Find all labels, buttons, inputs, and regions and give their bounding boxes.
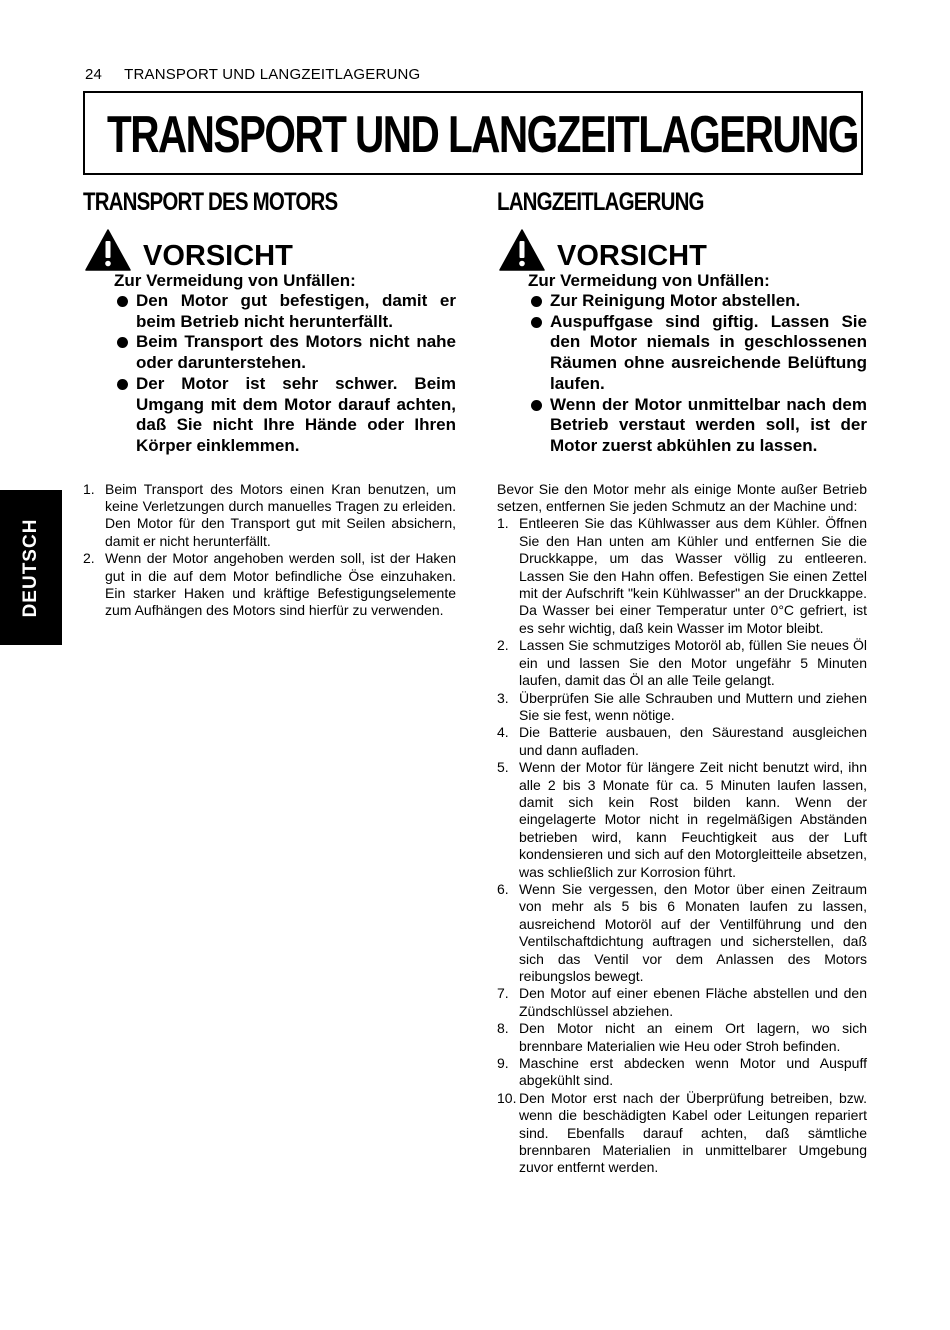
- warning-title: VORSICHT: [557, 240, 707, 272]
- warning-item: Wenn der Motor unmittelbar nach dem Betrieb verstaut werden soll, ist der Motor zuerst abkühlen zu lassen.: [528, 395, 867, 457]
- list-item: 6. Wenn Sie vergessen, den Motor über einen Zeitraum von mehr als 5 bis 6 Monaten laufen zu lassen, ausreichend Motoröl auf der Ventilführung und den Ventilschaftdichtung auftragen und sicherstellen, daß sich das Ventil vor dem Anlassen des Motors reibungslos bewegt.: [497, 880, 867, 984]
- list-item: 8. Den Motor nicht an einem Ort lagern, wo sich brennbare Materialien wie Heu oder Stroh befinden.: [497, 1020, 867, 1054]
- list-item: 2. Lassen Sie schmutziges Motoröl ab, füllen Sie neues Öl ein und lassen Sie den Motor ungefähr 5 Minuten laufen, damit das Öl an alle Teile gelangt.: [497, 637, 867, 689]
- warning-triangle-icon: [85, 229, 131, 271]
- list-item: 9. Maschine erst abdecken wenn Motor und Auspuff abgekühlt sind.: [497, 1055, 867, 1089]
- warning-title: VORSICHT: [143, 240, 293, 272]
- warning-header: [83, 223, 456, 271]
- warning-triangle-icon: [499, 229, 545, 271]
- page-number: 24: [85, 66, 103, 83]
- warning-item: Den Motor gut befestigen, damit er beim Betrieb nicht herunterfällt.: [114, 291, 456, 332]
- list-item: 5. Wenn der Motor für längere Zeit nicht benutzt wird, ihn alle 2 bis 3 Monate für ca. 5 Minuten laufen lassen, damit sich kein Rost bilden kann. Wenn der eingelagerte Motor nicht in regelmäßigen Abständen betrieben wird, kann Feuchtigkeit aus der Luft kondensieren und sich auf den Motorgleitteile absetzen, was schließlich zur Korrosion führt.: [497, 759, 867, 880]
- warning-subtitle: Zur Vermeidung von Unfällen:: [114, 271, 356, 290]
- warning-header: [497, 223, 867, 271]
- page-title-box: [83, 91, 863, 175]
- section-title-transport: TRANSPORT DES MOTORS: [83, 188, 338, 216]
- bullet-icon: [531, 317, 542, 328]
- bullet-icon: [531, 400, 542, 411]
- list-item: 7. Den Motor auf einer ebenen Fläche abstellen und den Zündschlüssel abziehen.: [497, 985, 867, 1019]
- storage-intro: Bevor Sie den Motor mehr als einige Monte außer Betrieb setzen, entfernen Sie jeden Schmutz an der Machine und:: [497, 480, 867, 515]
- language-tab: [0, 490, 62, 645]
- section-title-storage: LANGZEITLAGERUNG: [497, 188, 704, 216]
- warning-item: Der Motor ist sehr schwer. Beim Umgang mit dem Motor darauf achten, daß Sie nicht Ihre Hände oder Ihren Körper einklemmen.: [114, 374, 456, 457]
- list-item: 2. Wenn der Motor angehoben werden soll, ist der Haken gut in die auf dem Motor befindliche Öse einzuhaken. Ein starker Haken und kräftige Befestigungselemente zum Aufhängen des Motors sind hierfür zu verwenden.: [83, 550, 456, 619]
- warning-list: [528, 291, 867, 457]
- list-item: 1. Beim Transport des Motors einen Kran benutzen, um keine Verletzungen durch manuelles Tragen zu erleiden. Den Motor für den Transport gut mit Seilen absichern, damit er nicht herunterfällt.: [83, 480, 456, 549]
- list-item: 1. Entleeren Sie das Kühlwasser aus dem Kühler. Öffnen Sie den Han unten am Kühler und entfernen Sie die Druckkappe, um das Wasser völlig zu entleeren. Lassen Sie den Hahn offen. Befestigen Sie einen Zettel mit der Aufschrift "kein Kühlwasser" an der Druckkappe. Da Wasser bei einer Temperatur unter 0°C gefriert, ist es sehr wichtig, daß kein Wasser im Motor bleibt.: [497, 515, 867, 636]
- bullet-icon: [531, 296, 542, 307]
- list-item: 10. Den Motor erst nach der Überprüfung betreiben, bzw. wenn die beschädigten Kabel oder Leitungen repariert sind. Ebenfalls darauf achten, daß sämtliche brennbaren Materialien in unmittelbarer Umgebung zuvor entfernt werden.: [497, 1089, 867, 1176]
- transport-steps: [83, 481, 456, 620]
- list-item: 4. Die Batterie ausbauen, den Säurestand ausgleichen und dann aufladen.: [497, 724, 867, 758]
- transport-section: [83, 185, 456, 620]
- warning-item: Auspuffgase sind giftig. Lassen Sie den Motor niemals in geschlossenen Räumen ohne ausreichende Belüftung laufen.: [528, 312, 867, 395]
- list-item: 3. Überprüfen Sie alle Schrauben und Muttern und ziehen Sie sie fest, wenn nötige.: [497, 689, 867, 723]
- bullet-icon: [117, 337, 128, 348]
- page-title: TRANSPORT UND LANGZEITLAGERUNG: [107, 106, 858, 164]
- storage-steps: [497, 515, 867, 1176]
- bullet-icon: [117, 296, 128, 307]
- warning-item: Beim Transport des Motors nicht nahe oder darunterstehen.: [114, 332, 456, 373]
- running-header: [85, 66, 420, 83]
- storage-section: [497, 185, 867, 1177]
- warning-subtitle: Zur Vermeidung von Unfällen:: [528, 271, 770, 290]
- running-title: TRANSPORT UND LANGZEITLAGERUNG: [124, 66, 421, 83]
- language-tab-label: DEUTSCH: [20, 518, 41, 617]
- warning-list: [114, 291, 456, 457]
- bullet-icon: [117, 379, 128, 390]
- warning-item: Zur Reinigung Motor abstellen.: [528, 291, 867, 312]
